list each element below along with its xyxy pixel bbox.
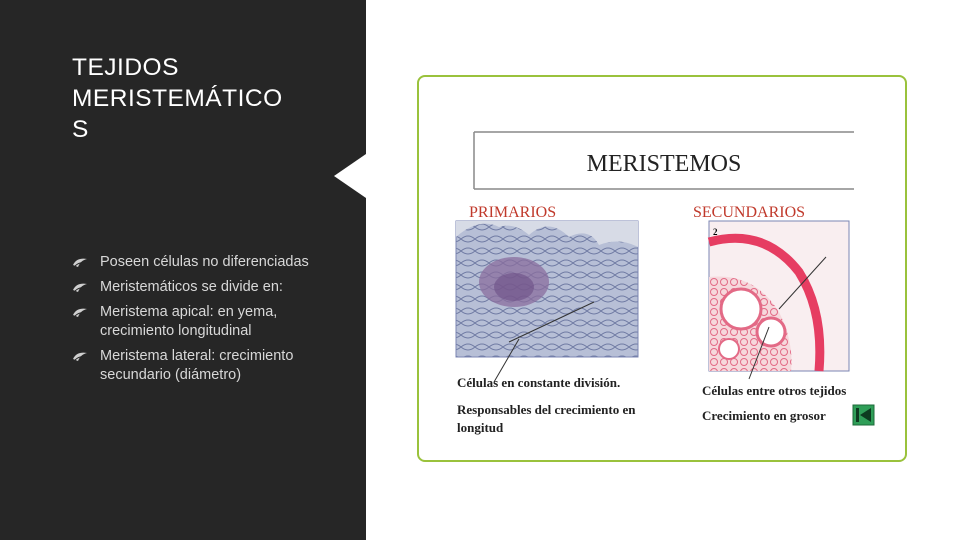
back-arrow-icon[interactable]: [853, 405, 874, 425]
bullet-text: Meristema apical: en yema, crecimiento longitudinal: [100, 304, 278, 339]
seedling-icon: [72, 305, 88, 319]
seedling-icon: [72, 280, 88, 294]
primary-caption-2: Responsables del crecimiento en: [457, 402, 636, 417]
secondary-label: SECUNDARIOS: [693, 204, 806, 221]
bullet-item: [72, 253, 347, 272]
figure-frame: [417, 75, 907, 462]
primary-micrograph: [456, 221, 638, 382]
left-panel: [0, 0, 366, 540]
primary-caption-3: longitud: [457, 420, 504, 435]
figure-heading: MERISTEMOS: [586, 151, 742, 177]
seedling-icon: [72, 349, 88, 363]
bullet-text: Poseen células no diferenciadas: [100, 254, 309, 270]
bullet-list: [72, 253, 347, 391]
bullet-item: [72, 303, 347, 341]
primary-label: PRIMARIOS: [469, 204, 557, 221]
bullet-text: Meristema lateral: crecimiento secundario (diámetro): [100, 348, 294, 383]
bullet-item: [72, 347, 347, 385]
meristem-figure: [419, 77, 907, 462]
slide-title: TEJIDOS MERISTEMÁTICO S: [72, 54, 283, 143]
secondary-caption-1: Células entre otros tejidos: [702, 383, 847, 398]
primary-caption-1: Células en constante división.: [457, 375, 621, 390]
secondary-micrograph: [709, 221, 849, 379]
secondary-caption-2: Crecimiento en grosor: [702, 408, 826, 423]
micrograph-number: 2: [713, 227, 718, 237]
seedling-icon: [72, 255, 88, 269]
bullet-text: Meristemáticos se divide en:: [100, 279, 283, 295]
bullet-item: [72, 278, 347, 297]
panel-notch: [334, 154, 366, 198]
